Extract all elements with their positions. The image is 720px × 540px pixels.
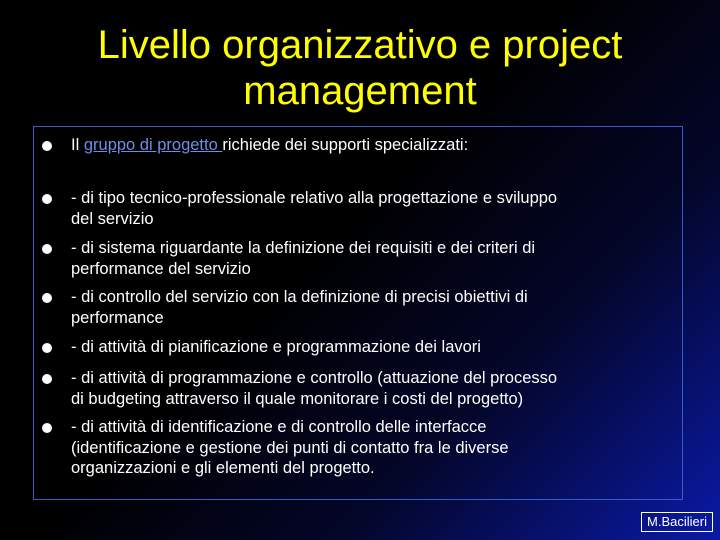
bullet-dot (42, 194, 52, 204)
bullet-dot (42, 343, 52, 353)
bullet-line: di budgeting attraverso il quale monitorare i costi del progetto) (71, 389, 524, 408)
bullet-line: (identificazione e gestione dei punti di contatto fra le diverse (71, 438, 509, 457)
bullet-line: performance del servizio (71, 259, 251, 278)
bullet-dot (42, 141, 52, 151)
gruppo-di-progetto-link[interactable]: gruppo di progetto (83, 136, 223, 154)
bullet-line: del servizio (71, 209, 154, 228)
slide-title (40, 22, 680, 114)
bullet-dot (42, 244, 52, 254)
bullet-text (71, 188, 671, 229)
bullet-text (71, 337, 671, 358)
bullet-text (71, 417, 671, 479)
bullet-dot (42, 293, 52, 303)
bullet-line: organizzazioni e gli elementi del progetto. (71, 459, 375, 477)
intro-text (71, 135, 671, 156)
bullet-line: - di attività di programmazione e controllo (attuazione del processo (71, 369, 558, 387)
bullet-dot (42, 374, 52, 384)
bullet-line: - di attività di identificazione e di controllo delle interfacce (71, 418, 487, 436)
content-box (33, 126, 683, 500)
bullet-text (71, 368, 671, 409)
bullet-line: - di tipo tecnico-professionale relativo alla progettazione e sviluppo (71, 189, 558, 207)
title-line-1: Livello organizzativo e project (97, 23, 623, 67)
intro-prefix: Il (71, 136, 84, 154)
bullet-line: - di sistema riguardante la definizione dei requisiti e dei criteri di (71, 239, 536, 257)
bullet-text (71, 238, 671, 279)
author-label: M.Bacilieri (641, 512, 713, 532)
bullet-line: - di controllo del servizio con la definizione di precisi obiettivi di (71, 288, 528, 306)
title-line-2: management (243, 69, 477, 113)
bullet-line: performance (71, 308, 164, 327)
bullet-text (71, 287, 671, 328)
bullet-dot (42, 423, 52, 433)
bullet-line: - di attività di pianificazione e programmazione dei lavori (71, 338, 481, 356)
intro-suffix: richiede dei supporti specializzati: (222, 136, 469, 154)
